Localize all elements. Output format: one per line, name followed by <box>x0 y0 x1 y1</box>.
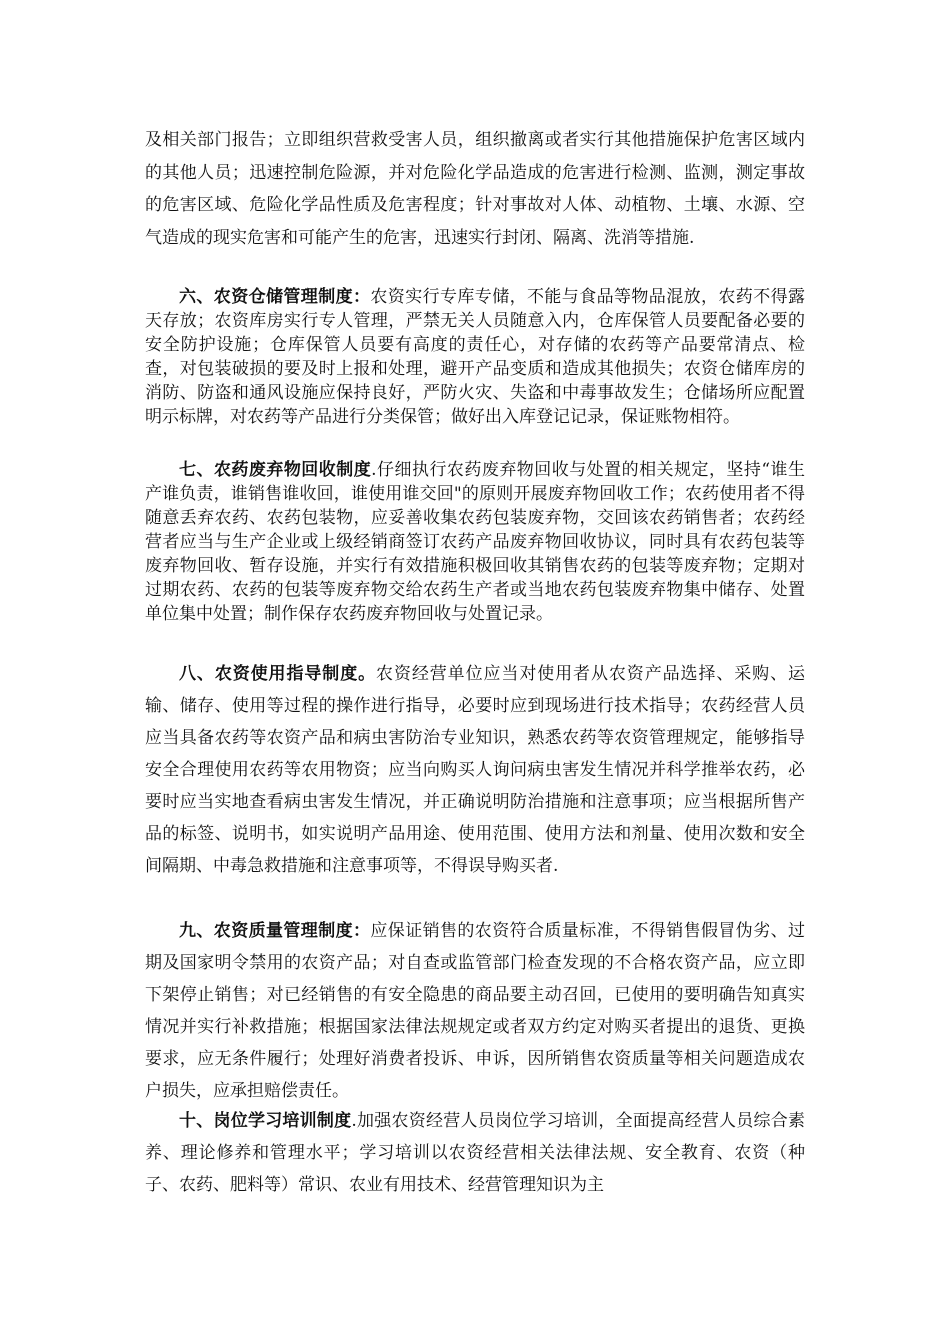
paragraph-body: .仔细执行农药废弃物回收与处置的相关规定，坚持“谁生产谁负责，谁销售谁收回，谁使用谁交回"的原则开展废弃物回收工作；农药使用者不得随意丢弃农药、农药包装物，应妥善收集农药包装废弃物，交回该农药销售者；农药经营者应当与生产企业或上级经销商签订农药产品废弃物回收协议，同时具有农药包装等废弃物回收、暂存设施，并实行有效措施积极回收其销售农药的包装等废弃物；定期对过期农药、农药的包装等废弃物交给农药生产者或当地农药包装废弃物集中储存、处置单位集中处置；制作保存农药废弃物回收与处置记录。 <box>145 460 806 624</box>
paragraph-body: .加强农资经营人员岗位学习培训，全面提高经营人员综合素养、理论修养和管理水平；学习培训以农资经营相关法律法规、安全教育、农资（种子、农药、肥料等）常识、农业有用技术、经营管理知识为主 <box>145 1111 805 1195</box>
section-heading: 七、农药废弃物回收制度 <box>179 460 372 480</box>
paragraph-body: 及相关部门报告；立即组织营救受害人员，组织撤离或者实行其他措施保护危害区域内的其他人员；迅速控制危险源，并对危险化学品造成的危害进行检测、监测，测定事故的危害区域、危险化学品性质及危害程度；针对事故对人体、动植物、土壤、水源、空气造成的现实危害和可能产生的危害，迅速实行封闭、隔离、洗消等措施. <box>145 130 805 248</box>
paragraph-body: 农资经营单位应当对使用者从农资产品选择、采购、运输、储存、使用等过程的操作进行指导，必要时应到现场进行技术指导；农药经营人员应当具备农药等农资产品和病虫害防治专业知识，熟悉农药等农资管理规定，能够指导安全合理使用农药等农用物资；应当向购买人询问病虫害发生情况并科学推举农药，必要时应当实地查看病虫害发生情况，并正确说明防治措施和注意事项；应当根据所售产品的标签、说明书，如实说明产品用途、使用范围、使用方法和剂量、使用次数和安全间隔期、中毒急救措施和注意事项等，不得误导购买者. <box>145 664 806 876</box>
paragraph-training <box>145 1105 805 1201</box>
section-heading: 八、农资使用指导制度。 <box>179 664 377 684</box>
paragraph-continuation <box>145 124 805 254</box>
section-heading: 十、岗位学习培训制度 <box>179 1111 352 1131</box>
section-heading: 六、农资仓储管理制度： <box>179 287 371 307</box>
paragraph-body: 农资实行专库专储，不能与食品等物品混放，农药不得露天存放；农资库房实行专人管理，严禁无关人员随意入内，仓库保管人员要配备必要的安全防护设施；仓库保管人员要有高度的责任心，对存储的农药等产品要常清点、检查，对包装破损的要及时上报和处理，避开产品变质和造成其他损失；农资仓储库房的消防、防盗和通风设施应保持良好，严防火灾、失盗和中毒事故发生；仓储场所应配置明示标牌，对农药等产品进行分类保管；做好出入库登记记录，保证账物相符。 <box>145 287 806 427</box>
section-heading: 九、农资质量管理制度： <box>179 921 371 941</box>
paragraph-storage <box>145 285 805 429</box>
paragraph-quality <box>145 915 805 1107</box>
paragraph-usage-guidance <box>145 658 805 882</box>
paragraph-waste-recycling <box>145 458 805 626</box>
paragraph-body: 应保证销售的农资符合质量标准，不得销售假冒伪劣、过期及国家明令禁用的农资产品；对自查或监管部门检查发现的不合格农资产品，应立即下架停止销售；对已经销售的有安全隐患的商品要主动召回，已使用的要明确告知真实情况并实行补救措施；根据国家法律法规规定或者双方约定对购买者提出的退货、更换要求，应无条件履行；处理好消费者投诉、申诉，因所销售农资质量等相关问题造成农户损失，应承担赔偿责任。 <box>145 921 806 1101</box>
